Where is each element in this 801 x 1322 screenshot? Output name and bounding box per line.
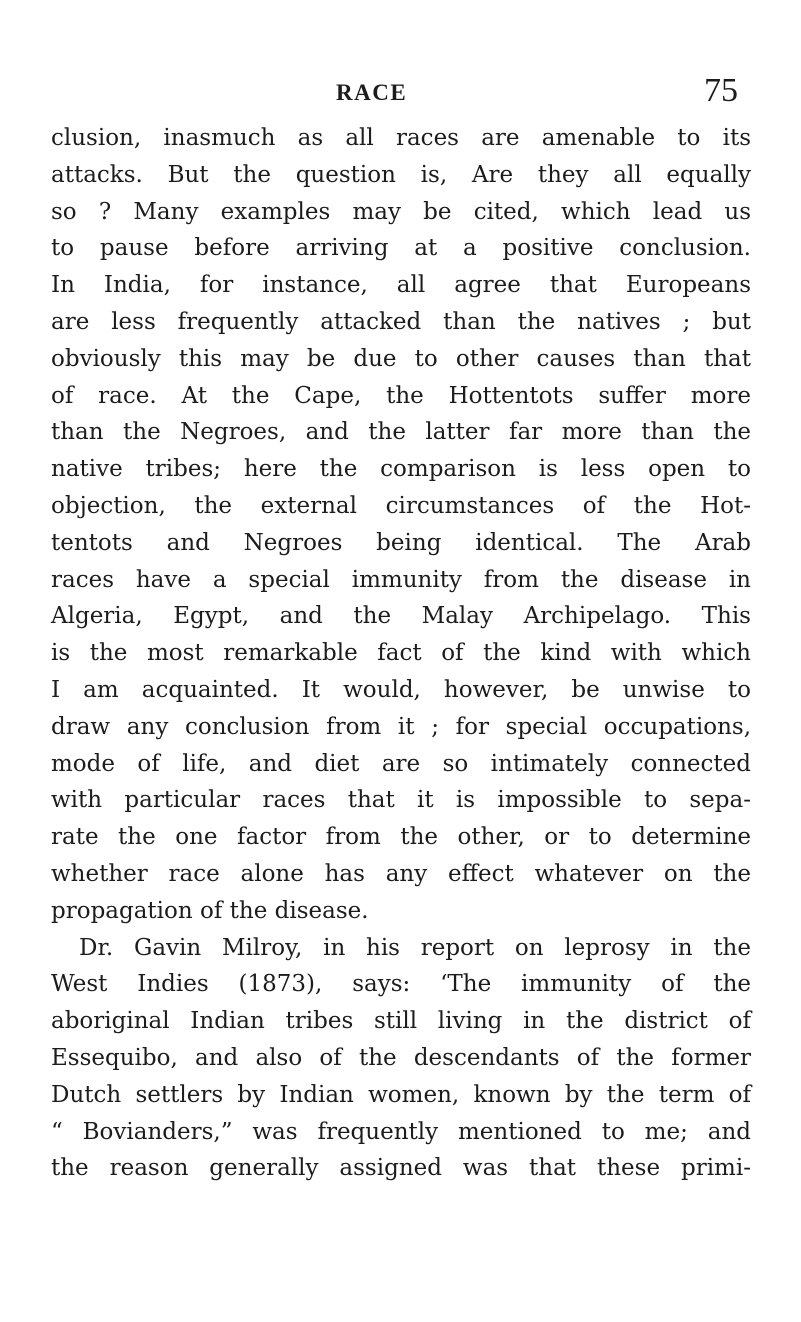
body-text [51, 120, 751, 1187]
text-line: tentots and Negroes being identical. The Arab [51, 529, 751, 556]
text-line: than the Negroes, and the latter far more than the [51, 419, 751, 446]
text-line: so ? Many examples may be cited, which lead us [51, 198, 751, 225]
text-line: aboriginal Indian tribes still living in the district of [51, 1008, 751, 1035]
text-line: objection, the external circumstances of the Hot- [51, 492, 751, 519]
paragraph-end-line: propagation of the disease. [51, 897, 369, 924]
text-line: is the most remarkable fact of the kind with which [51, 640, 751, 667]
paragraph-start-line: Dr. Gavin Milroy, in his report on leprosy in the [79, 934, 751, 961]
text-line: native tribes; here the comparison is less open to [51, 456, 751, 483]
running-head-title: RACE [336, 80, 408, 105]
text-line: with particular races that it is impossible to sepa- [51, 787, 751, 814]
page-number: 75 [704, 72, 738, 109]
text-line: West Indies (1873), says: ‘The immunity of the [51, 971, 751, 998]
text-line: races have a special immunity from the disease in [51, 566, 751, 593]
text-line: clusion, inasmuch as all races are amenable to its [51, 125, 751, 151]
running-head [0, 72, 801, 116]
text-line: to pause before arriving at a positive conclusion. [51, 235, 751, 262]
text-line: Dutch settlers by Indian women, known by the term of [51, 1081, 751, 1108]
text-line: of race. At the Cape, the Hottentots suffer more [51, 382, 751, 409]
text-line: attacks. But the question is, Are they all equally [51, 161, 751, 188]
text-line: “ Bovianders,” was frequently mentioned to me; and [51, 1118, 751, 1145]
text-line: I am acquainted. It would, however, be unwise to [51, 676, 751, 703]
text-line: In India, for instance, all agree that Europeans [51, 272, 751, 299]
text-line: draw any conclusion from it ; for special occupations, [51, 713, 751, 740]
text-line: Algeria, Egypt, and the Malay Archipelago. This [51, 603, 751, 630]
text-line: are less frequently attacked than the natives ; but [51, 308, 751, 335]
text-line: obviously this may be due to other causes than that [51, 345, 751, 372]
text-line: rate the one factor from the other, or to determine [51, 824, 751, 851]
text-line: Essequibo, and also of the descendants of the former [51, 1044, 751, 1071]
text-line: the reason generally assigned was that these primi- [51, 1155, 751, 1182]
text-line: whether race alone has any effect whatever on the [51, 860, 751, 887]
text-line: mode of life, and diet are so intimately connected [51, 750, 751, 777]
